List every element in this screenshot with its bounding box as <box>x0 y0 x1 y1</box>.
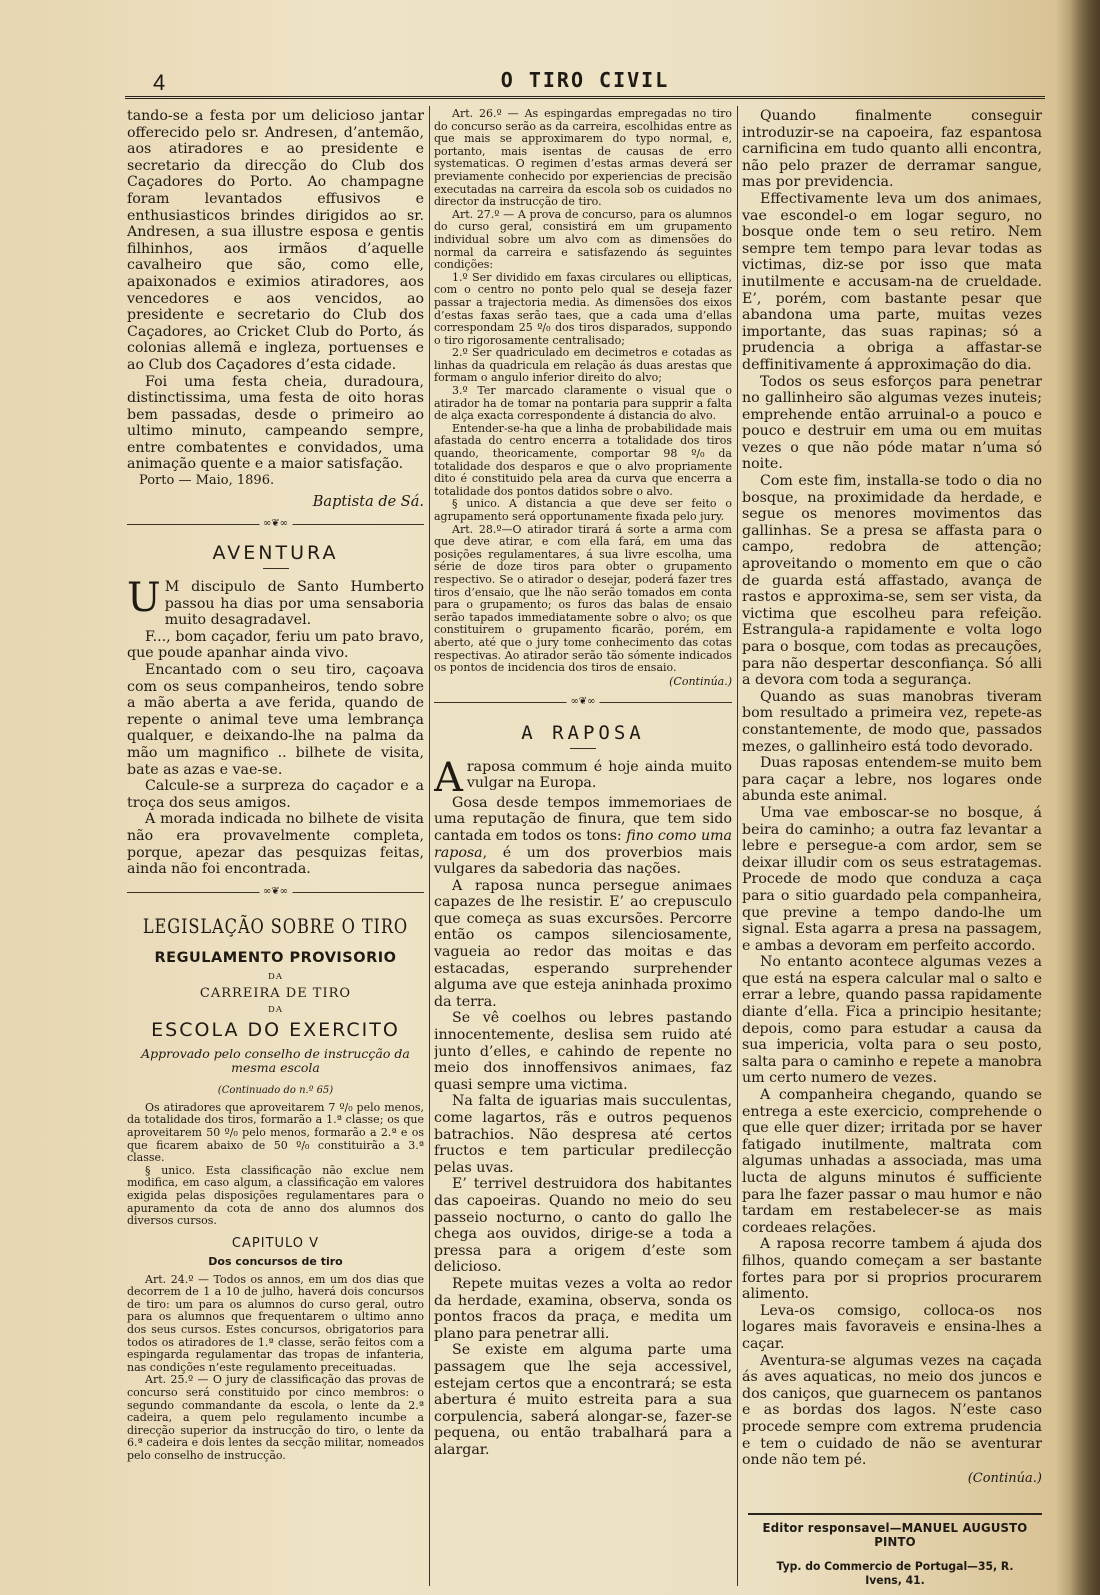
regulation-article: Art. 25.º — O jury de classificação das provas de concurso será constituido por cinco membros: o segundo commandante da escola, o lente da 2.ª cadeira, a quem pelo regulamento incumbe a direcção superior da instrucção do tiro, o lente da 6.ª cadeira e dois lentes da secção militar, nomeados pelo conselho de instrucção. <box>127 1373 424 1462</box>
italic-proverb: fino como uma raposa <box>434 827 732 861</box>
newspaper-title: O TIRO CIVIL <box>500 68 670 92</box>
article-paragraph: Foi uma festa cheia, duradoura, distinctissima, uma festa de oito horas bem passadas, desde o primeiro ao ultimo minuto, campeando sempre, entre combatentes e convidados, uma animação quente e a maior satisfação. <box>127 373 424 473</box>
regulation-article: Art. 27.º — A prova de concurso, para os alumnos do curso geral, consistirá em um grupamento individual sobre um alvo com as dimensões do normal da carreira e satisfazendo ás seguintes condições: <box>434 207 732 272</box>
editor-line: Editor responsavel—MANUEL AUGUSTO PINTO <box>762 1521 1028 1549</box>
short-rule <box>570 748 596 749</box>
article-paragraph: Uma vae emboscar-se no bosque, á beira do caminho; a outra faz levantar a lebre e persegue-a com ardor, sem se deixar illudir com os seus estratagemas. Procede de modo que conduza a caça para o sitio guardado pela companheira, que previne a tempo dando-lhe um signal. Esta agarra a presa na passagem, e ambas a devoram em perfeito accordo. <box>742 804 1042 954</box>
regulation-article: Art. 24.º — Todos os annos, em um dos dias que decorrem de 1 a 10 de julho, haverá dois concursos de tiro: um para os alumnos do curso geral, outro para os alumnos que frequentarem o ultimo anno dos seus cursos. Estes concursos, obrigatorios para todos os atiradores de 1.ª classe, serão feitos com a espingarda regulamentar das tropas de infanteria, nas condições n’este regulamento preceituadas. <box>127 1272 424 1374</box>
drop-cap: U <box>127 575 161 622</box>
regulation-paragraph: Os atiradores que aproveitarem 7 º/₀ pelo menos, da totalidade dos tiros, formarão a 1.ª classe; os que aproveitarem 50 º/₀ pelo menos, formarão a 2.ª e os que ficarem abaixo de 50 º/₀ constituirão a 3.ª classe. <box>127 1100 424 1165</box>
approvado-subtitle: Approvado pelo conselho de instrucção da mesma escola <box>141 1045 410 1075</box>
column-divider-1 <box>429 106 430 1586</box>
capitulo-heading: CAPITULO V <box>231 1235 320 1251</box>
da-label: DA <box>268 971 283 982</box>
page-spine-shadow <box>1070 0 1100 1595</box>
regulation-paragraph: § unico. Esta classificação não exclue nem modifica, em caso algum, a classificação em valores exigida pelas disposições regulamentares para o apuramento da cota de anno dos alumnos dos diversos cursos. <box>127 1163 424 1228</box>
short-rule <box>263 568 289 569</box>
article-paragraph <box>434 795 732 878</box>
article-paragraph: Quando as suas manobras tiveram bom resultado a primeira vez, repete-as constantemente, de modo que, passados mezes, o gallinheiro está todo devorado. <box>742 688 1042 755</box>
ornament-divider: ∞❦∞ <box>127 518 424 532</box>
article-paragraph: Com este fim, installa-se todo o dia no bosque, na proximidade da herdade, e segue os menores movimentos das gallinhas. Se a presa se affasta para o campo, redobra de attenção; aproveitando o momento em que o cão de guarda está affastado, avança de rastos e approxima-se, sem ser vista, da victima que escolheu para refeição. Estrangula-a rapidamente e volta logo para o bosque, com todas as precauções, para não despertar desconfiança. Só alli a devora com toda a segurança. <box>742 473 1042 689</box>
regulation-condition: 3.º Ter marcado claramente o visual que o atirador ha de tomar na pontaria para supprir a falta de alça exacta correspondente á distancia do alvo. <box>434 384 732 423</box>
article-paragraph: raposa commum é hoje ainda muito vulgar na Europa. <box>466 758 732 792</box>
article-paragraph: A raposa recorre tambem á ajuda dos filhos, quando começam a ser bastante fortes para por si proprios procurarem alimento. <box>742 1236 1042 1303</box>
regulation-paragraph: § unico. A distancia a que deve ser feito o agrupamento será opportunamente fixada pelo jury. <box>434 497 732 523</box>
text-segment: , é um dos proverbios mais vulgares da sabedoria das nações. <box>434 844 732 878</box>
raposa-title: A RAPOSA <box>521 721 645 744</box>
printer-line: Typ. do Commercio de Portugal—35, R. Ivens, 41. <box>776 1559 1014 1587</box>
article-paragraph: F..., bom caçador, feriu um pato bravo, que poude apanhar ainda vivo. <box>127 628 424 662</box>
carreira-title: CARREIRA DE TIRO <box>199 985 352 1001</box>
article-paragraph: Se existe em alguma parte uma passagem que lhe seja accessivel, estejam certos que a encontrará; se esta abertura é muito estreita para a sua corpulencia, saberá alongar-se, fazer-se pequena, ou então trabalhará para a alargar. <box>434 1342 732 1458</box>
article-paragraph: Effectivamente leva um dos animaes, vae escondel-o em logar seguro, no bosque onde tem o seu retiro. Nem sempre tem tempo para levar todas as victimas, diz-se por isso que mata inutilmente e accusam-na de crueldade. E’, porém, com bastante pesar que abandona uma parte, muitas vezes importante, das suas rapinas; só a prudencia a obriga a affastar-se deffinitivamente á approximação do dia. <box>742 190 1042 373</box>
text-segment: Gosa desde tempos immemoriaes de uma reputação de finura, que tem sido cantada em todos os tons: <box>434 794 732 844</box>
article-paragraph: A morada indicada no bilhete de visita não era provavelmente completa, porque, apezar das pesquizas feitas, ainda não foi encontrada. <box>127 811 424 878</box>
page-header <box>125 66 1045 102</box>
continua-note: (Continúa.) <box>967 1470 1042 1486</box>
legislacao-title: LEGISLAÇÃO SOBRE O TIRO <box>142 913 409 938</box>
page-number: 4 <box>153 70 166 95</box>
continuado-note: (Continuado do n.º 65) <box>217 1084 334 1096</box>
regulation-paragraph: Entender-se-ha que a linha de probabilidade mais afastada do centro encerra a totalidade dos tiros quando, theoricamente, comportar 98 º/₀ da totalidade dos desparos e que o alvo propriamente dito é constituido pela area da curva que encerra a totalidade dos pontos datidos sobre o alvo. <box>434 421 732 498</box>
ornament-divider: ∞❦∞ <box>434 696 732 710</box>
signature: Baptista de Sá. <box>312 494 424 511</box>
article-paragraph: Se vê coelhos ou lebres pastando innocentemente, deslisa sem ruido até junto d’elles, e cahindo de repente no meio dos innoffensivos animaes, faz quasi sempre uma victima. <box>434 1010 732 1093</box>
aventura-title: AVENTURA <box>212 542 339 565</box>
regulation-condition: 2.º Ser quadriculado em decimetros e cotadas as linhas da quadricula em relação ás duas arestas que formam o angulo inferior direito do alvo; <box>434 346 732 385</box>
article-paragraph: Na falta de iguarias mais succulentas, come lagartos, rãs e outros pequenos batrachios. Não despresa até certos fructos e tem particular predilecção pelas uvas. <box>434 1093 732 1176</box>
imprint-footer <box>748 1513 1042 1587</box>
column-1 <box>127 108 424 1588</box>
article-paragraph: Calcule-se a surpreza do caçador e a troça dos seus amigos. <box>127 778 424 811</box>
da-label: DA <box>268 1004 283 1015</box>
column-divider-2 <box>737 106 738 1586</box>
regulation-article: Art. 26.º — As espingardas empregadas no tiro do concurso serão as da carreira, escolhidas entre as que mais se approximarem do typo normal, e, portanto, mais isentas de causas de erro systematicas. O regimen d’estas armas deverá ser previamente conhecido por experiencias de precisão executadas na carreira da escola sob os cuidados no director da instrucção de tiro. <box>434 108 732 209</box>
article-paragraph: tando-se a festa por um delicioso jantar offerecido pelo sr. Andresen, d’antemão, aos atiradores e ao presidente e secretario da direcção do Club dos Caçadores do Porto. Ao champagne foram levantados effusivos e enthusiasticos brindes dirigidos ao sr. Andresen, a sua illustre esposa e gentis filhinhos, aos irmãos d’aquelle cavalheiro que são, como elle, apaixonados e eximios atiradores, aos vencedores e aos vencidos, ao presidente e secretario do Club dos Caçadores, ao Cricket Club do Porto, ás colonias allemã e ingleza, portuenses e ao Club dos Caçadores d’esta cidade. <box>127 108 424 373</box>
column-2 <box>434 108 732 1588</box>
article-paragraph: E’ terrivel destruidora dos habitantes das capoeiras. Quando no meio do seu passeio nocturno, o canto do gallo lhe chega aos ouvidos, dirige-se a toda a pressa para a origem d’este som delicioso. <box>434 1176 732 1276</box>
column-3 <box>742 108 1042 1506</box>
header-rule <box>125 96 1045 102</box>
dateline: Porto — Maio, 1896. <box>139 473 275 489</box>
regulamento-title: REGULAMENTO PROVISORIO <box>154 949 397 966</box>
article-paragraph: A raposa nunca persegue animaes capazes de lhe resistir. E’ ao crepusculo que começa as suas excursões. Percorre então os campos silenciosamente, vagueia ao redor das moitas e das estacadas, esperando surprehender alguma ave que esteja aninhada proximo da terra. <box>434 877 732 1010</box>
article-paragraph: A companheira chegando, quando se entrega a este exercicio, comprehende o que elle quer dizer; irritada por se haver fatigado inutilmente, maltrata com algumas unhadas a associada, mas uma lucta de alguns minutos é sufficiente para lhe fazer passar o mau humor e não tardam em restabelecer-se as mais cordeaes relações. <box>742 1087 1042 1236</box>
article-paragraph: M discipulo de Santo Humberto passou ha dias por uma sensaboria muito desagradavel. <box>164 579 424 629</box>
article-paragraph: Repete muitas vezes a volta ao redor da herdade, examina, observa, sonda os pontos fracos da praça, e medita um plano para penetrar alli. <box>434 1275 732 1342</box>
regulation-condition: 1.º Ser dividido em faxas circulares ou ellipticas, com o centro no ponto pelo qual se deseja fazer passar a trajectoria media. As dimensões dos eixos d’estas faxas serão taes, que a cada uma d’ellas correspondam 25 º/₀ dos tiros disparados, suppondo o tiro rigorosamente centralisado; <box>434 270 732 347</box>
article-paragraph: Encantado com o seu tiro, caçoava com os seus companheiros, tendo sobre a mão aberta a ave ferida, quando de repente o animal teve uma lembrança qualquer, e deixando-lhe na palma da mão um magnifico .. bilhete de visita, bate as azas e vae-se. <box>127 662 424 778</box>
article-paragraph: Aventura-se algumas vezes na caçada ás aves aquaticas, no meio dos juncos e dos caniços, que guarnecem os pantanos e as bordas dos lagos. N’este caso procede sempre com extrema prudencia e tem o cuidado de não se aventurar onde não tem pé. <box>742 1352 1042 1469</box>
escola-title: ESCOLA DO EXERCITO <box>151 1018 400 1041</box>
regulation-article: Art. 28.º—O atirador tirará á sorte a arma com que deve atirar, e com ella fará, em uma das posições regulamentares, á sua livre escolha, uma série de doze tiros para obter o grupamento respectivo. Se o atirador o desejar, poderá fazer tres tiros d’ensaio, que lhe não serão tomados em conta para o grupamento; os furos das balas de ensaio serão tapados immediatamente sobre o alvo; os que constituirem o grupamento ficarão, porém, em aberto, até que o jury tome conhecimento das cotas respectivas. Ao atirador serão tão sómente indicados os pontos de incidencia dos tiros de ensaio. <box>434 522 732 675</box>
section-heading: Dos concursos de tiro <box>208 1254 343 1268</box>
continua-note: (Continúa.) <box>669 674 732 688</box>
article-paragraph: Duas raposas entendem-se muito bem para caçar a lebre, nos logares onde abunda este animal. <box>742 755 1042 805</box>
article-paragraph: Leva-os comsigo, colloca-os nos logares mais favoraveis e ensina-lhes a caçar. <box>742 1302 1042 1352</box>
ornament-divider: ∞❦∞ <box>127 886 424 900</box>
article-paragraph: No entanto acontece algumas vezes a que está na espera calcular mal o salto e errar a lebre, quando passa rapidamente diante d’ella. Fica a principio hesitante; depois, como para estudar a causa da sua impericia, volta para o seu posto, salta para o caminho e repete a manobra um certo numero de vezes. <box>742 954 1042 1087</box>
drop-cap: A <box>434 754 463 801</box>
article-paragraph: Todos os seus esforços para penetrar no gallinheiro são algumas vezes inuteis; emprehende então arruinal-o a pouco e pouco e destruir em uma ou em muitas vezes o que não póde matar n’uma só noite. <box>742 373 1042 473</box>
article-paragraph: Quando finalmente conseguir introduzir-se na capoeira, faz espantosa carnificina em tudo quanto alli encontra, não pelo prazer de derramar sangue, mas por previdencia. <box>742 108 1042 191</box>
